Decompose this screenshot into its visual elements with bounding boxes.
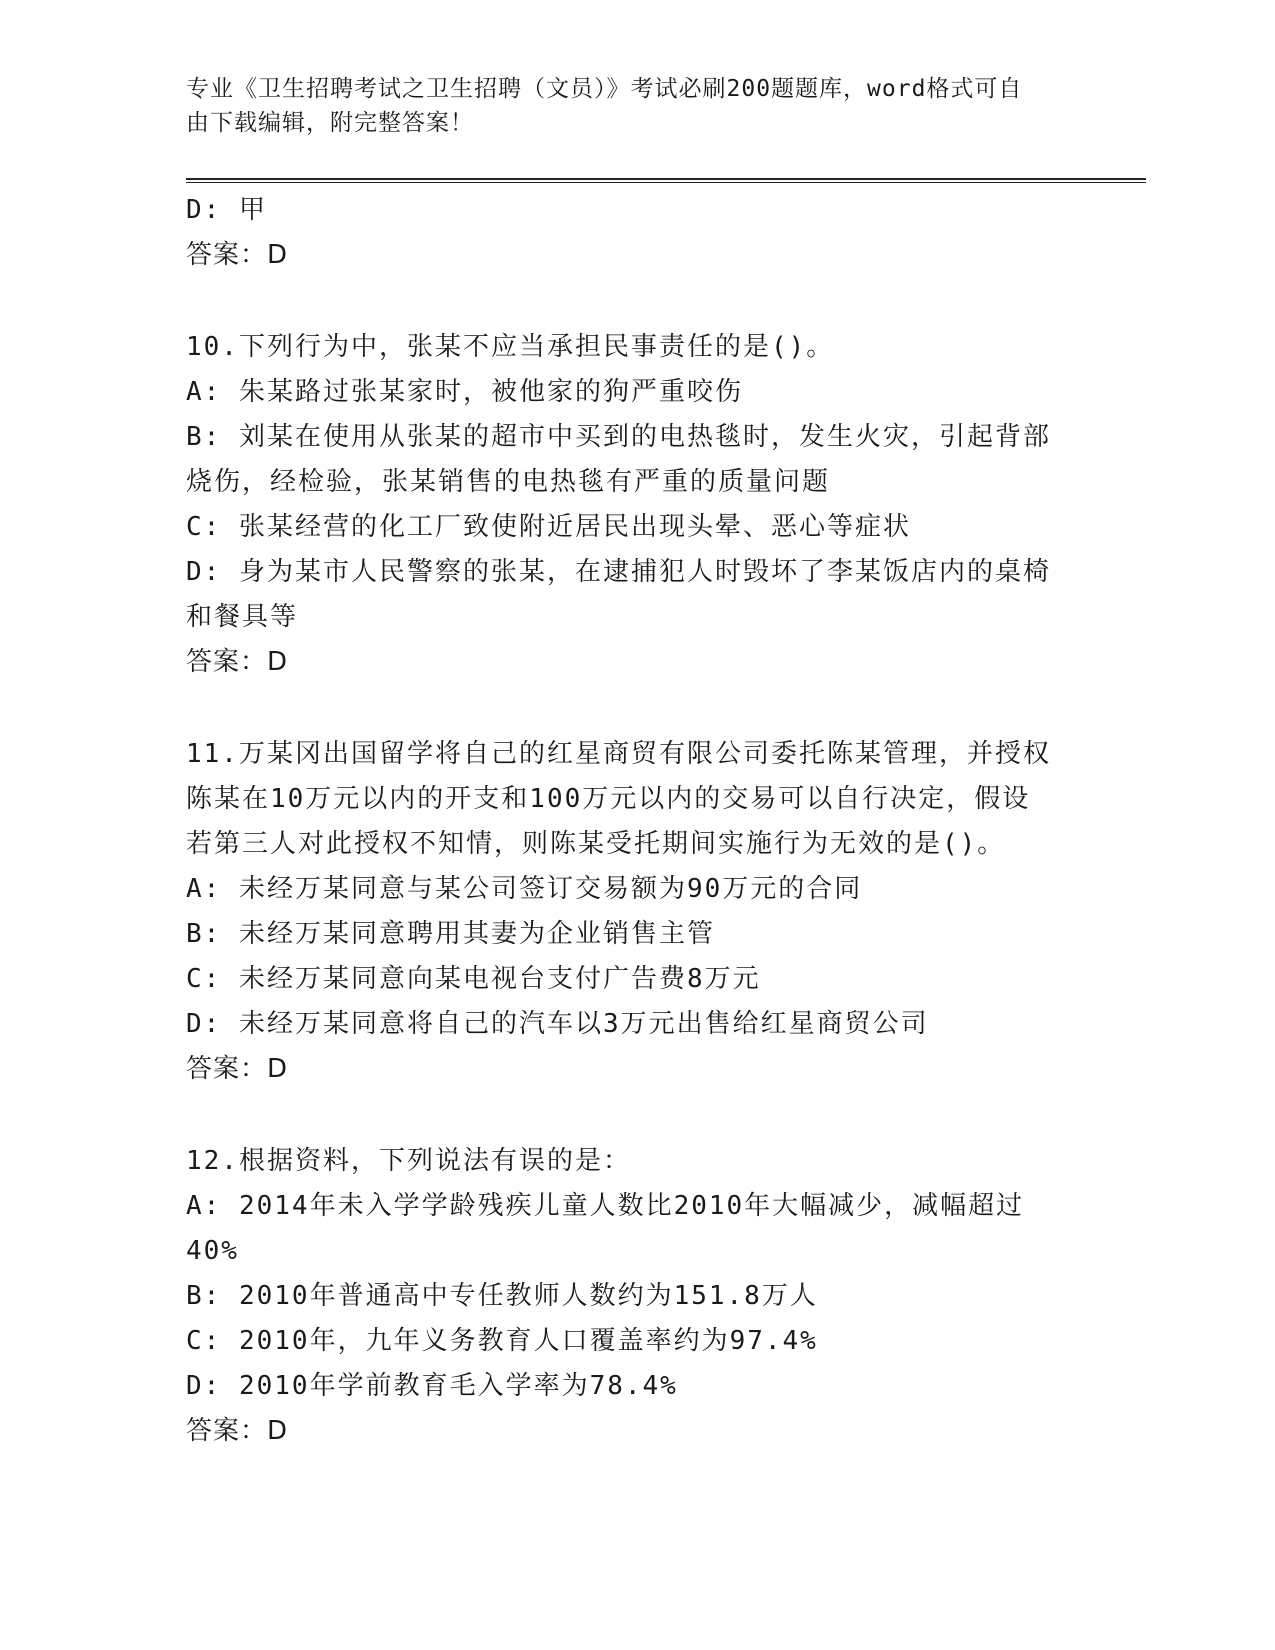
document-body [186,188,1086,1454]
answer-line: 答案：D [186,1416,289,1446]
option-d: D: 甲 [186,195,267,225]
question-stem-continued: 若第三人对此授权不知情，则陈某受托期间实施行为无效的是()。 [186,829,1006,859]
option-a: A: 2014年未入学学龄残疾儿童人数比2010年大幅减少，减幅超过 [186,1191,1025,1221]
question-stem: 12.根据资料，下列说法有误的是： [186,1146,631,1176]
answer-line: 答案：D [186,647,289,677]
option-d-continued: 和餐具等 [186,602,299,632]
option-d: D: 未经万某同意将自己的汽车以3万元出售给红星商贸公司 [186,1009,929,1039]
option-a-continued: 40% [186,1236,239,1266]
answer-line: 答案：D [186,240,289,270]
option-c: C: 未经万某同意向某电视台支付广告费8万元 [186,964,761,994]
spacer [186,685,1086,732]
header-title-line-2: 由下载编辑，附完整答案！ [186,110,474,136]
question-11 [186,732,1086,1092]
question-12 [186,1139,1086,1454]
previous-question-tail [186,188,1086,278]
option-b-continued: 烧伤，经检验，张某销售的电热毯有严重的质量问题 [186,467,831,497]
option-c: C: 2010年，九年义务教育人口覆盖率约为97.4% [186,1326,818,1356]
document-header [186,72,1086,140]
question-stem: 10.下列行为中，张某不应当承担民事责任的是()。 [186,332,835,362]
question-stem-continued: 陈某在10万元以内的开支和100万元以内的交易可以自行决定，假设 [186,784,1031,814]
answer-line: 答案：D [186,1054,289,1084]
question-stem: 11.万某冈出国留学将自己的红星商贸有限公司委托陈某管理，并授权 [186,739,1051,769]
option-b: B: 2010年普通高中专任教师人数约为151.8万人 [186,1281,818,1311]
header-divider [186,178,1146,183]
option-b: B: 刘某在使用从张某的超市中买到的电热毯时，发生火灾，引起背部 [186,422,1051,452]
header-title-line-1: 专业《卫生招聘考试之卫生招聘（文员）》考试必刷200题题库，word格式可自 [186,76,1023,102]
option-d: D: 2010年学前教育毛入学率为78.4% [186,1371,678,1401]
spacer [186,278,1086,325]
question-10 [186,325,1086,685]
option-c: C: 张某经营的化工厂致使附近居民出现头晕、恶心等症状 [186,512,911,542]
option-d: D: 身为某市人民警察的张某，在逮捕犯人时毁坏了李某饭店内的桌椅 [186,557,1051,587]
option-b: B: 未经万某同意聘用其妻为企业销售主管 [186,919,715,949]
spacer [186,1092,1086,1139]
option-a: A: 朱某路过张某家时，被他家的狗严重咬伤 [186,377,743,407]
option-a: A: 未经万某同意与某公司签订交易额为90万元的合同 [186,874,863,904]
